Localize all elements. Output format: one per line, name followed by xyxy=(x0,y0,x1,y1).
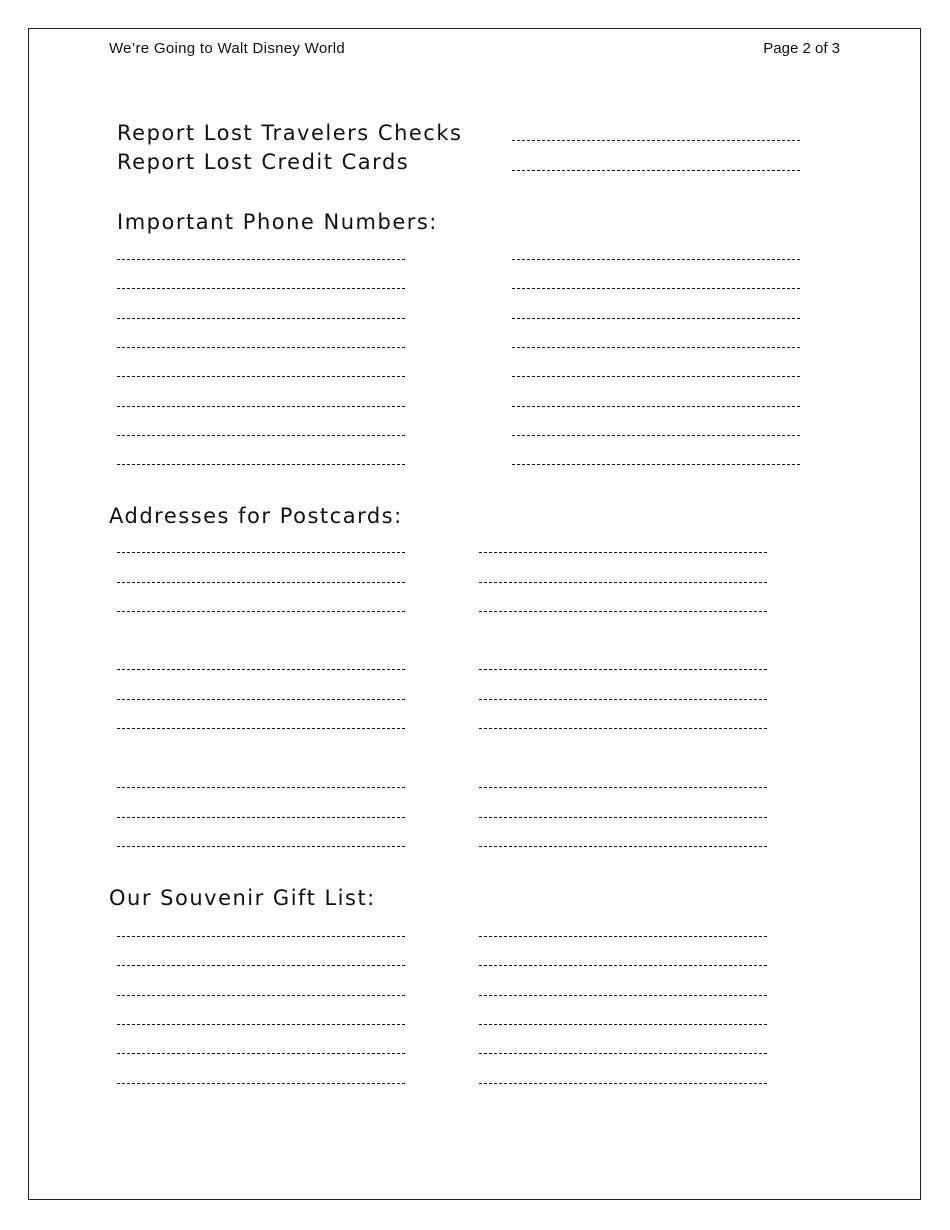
phone-blank-line-right xyxy=(512,259,800,260)
address-blank-line-right xyxy=(479,728,767,729)
gift-blank-line-left xyxy=(117,936,405,937)
address-blank-line-right xyxy=(479,552,767,553)
address-blank-line-left xyxy=(117,699,405,700)
phone-blank-line-right xyxy=(512,318,800,319)
gift-blank-line-right xyxy=(479,936,767,937)
address-blank-line-left xyxy=(117,846,405,847)
address-blank-line-left xyxy=(117,669,405,670)
gift-blank-line-left xyxy=(117,1053,405,1054)
gift-blank-line-left xyxy=(117,1024,405,1025)
gift-blank-line-right xyxy=(479,1024,767,1025)
address-blank-line-right xyxy=(479,787,767,788)
gift-blank-line-left xyxy=(117,1083,405,1084)
gift-blank-line-right xyxy=(479,1083,767,1084)
address-blank-line-right xyxy=(479,699,767,700)
gift-blank-line-left xyxy=(117,965,405,966)
phone-blank-line-right xyxy=(512,435,800,436)
address-blank-line-right xyxy=(479,611,767,612)
phone-numbers-heading: Important Phone Numbers: xyxy=(117,210,438,234)
address-blank-line-right xyxy=(479,817,767,818)
report-lost-cards-label: Report Lost Credit Cards xyxy=(117,150,410,174)
phone-blank-line-left xyxy=(117,406,405,407)
lost-checks-blank-line xyxy=(512,140,800,141)
address-blank-line-left xyxy=(117,582,405,583)
phone-blank-line-right xyxy=(512,464,800,465)
phone-blank-line-left xyxy=(117,376,405,377)
address-blank-line-right xyxy=(479,582,767,583)
phone-blank-line-right xyxy=(512,406,800,407)
gift-blank-line-left xyxy=(117,995,405,996)
address-blank-line-right xyxy=(479,846,767,847)
phone-blank-line-right xyxy=(512,376,800,377)
phone-blank-line-right xyxy=(512,347,800,348)
phone-blank-line-left xyxy=(117,259,405,260)
phone-blank-line-left xyxy=(117,435,405,436)
gift-blank-line-right xyxy=(479,965,767,966)
report-lost-checks-label: Report Lost Travelers Checks xyxy=(117,121,463,145)
page-number: Page 2 of 3 xyxy=(763,40,840,57)
phone-blank-line-left xyxy=(117,288,405,289)
gift-blank-line-right xyxy=(479,995,767,996)
lost-cards-blank-line xyxy=(512,170,800,171)
address-blank-line-left xyxy=(117,728,405,729)
gift-list-heading: Our Souvenir Gift List: xyxy=(109,886,376,910)
address-blank-line-right xyxy=(479,669,767,670)
phone-blank-line-left xyxy=(117,464,405,465)
addresses-heading: Addresses for Postcards: xyxy=(109,504,403,528)
address-blank-line-left xyxy=(117,817,405,818)
gift-blank-line-right xyxy=(479,1053,767,1054)
address-blank-line-left xyxy=(117,611,405,612)
address-blank-line-left xyxy=(117,552,405,553)
phone-blank-line-right xyxy=(512,288,800,289)
address-blank-line-left xyxy=(117,787,405,788)
document-title: We’re Going to Walt Disney World xyxy=(109,40,346,57)
phone-blank-line-left xyxy=(117,318,405,319)
phone-blank-line-left xyxy=(117,347,405,348)
